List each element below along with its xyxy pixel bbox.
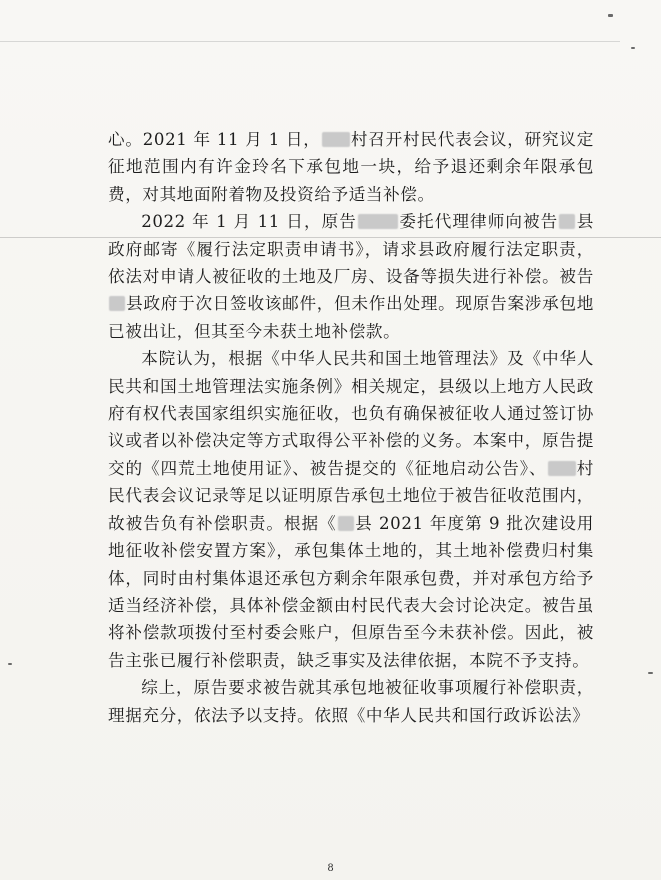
scan-artifact-speck xyxy=(608,14,613,17)
paragraph xyxy=(108,126,594,208)
judgment-body-text xyxy=(108,126,594,729)
scan-artifact-speck xyxy=(8,663,12,665)
paragraph-text: 村民代表会议记录等足以证明原告承包土地位于被告征收范围内，故被告负有补偿职责。根据《 xyxy=(108,458,595,533)
page-number: 8 xyxy=(327,863,334,874)
redaction-mark xyxy=(559,214,575,229)
paragraph-text: 综上，原告要求被告就其承包地被征收事项履行补偿职责，理据充分，依法予以支持。依照《中华人民共和国行政诉讼法》 xyxy=(108,678,594,725)
paragraph-text: 委托代理律师向被告 xyxy=(398,212,559,232)
scan-artifact-line xyxy=(0,41,620,42)
redaction-mark xyxy=(109,296,125,311)
paragraph xyxy=(108,345,594,674)
paragraph-text: 2022 年 1 月 11 日，原告 xyxy=(141,212,357,232)
paragraph-text: 县政府邮寄《履行法定职责申请书》，请求县政府履行法定职责，依法对申请人被征收的土地及厂房、设备等损失进行补偿。被告 xyxy=(108,212,594,287)
scan-artifact-speck xyxy=(631,47,635,49)
redaction-mark xyxy=(338,516,354,531)
paragraph-text: 县 2021 年度第 9 批次建设用地征收补偿安置方案》，承包集体土地的，其土地补偿费归村集体，同时由村集体退还承包方剩余年限承包费，并对承包方给予适当经济补偿，具体补偿金额由村民代表大会讨论决定。被告虽将补偿款项拨付至村委会账户，但原告至今未获补偿。因此，被告主张已履行补偿职责，缺乏事实及法律依据，本院不予支持。 xyxy=(108,513,594,670)
paragraph-text: 心。2021 年 11 月 1 日， xyxy=(108,130,321,149)
scan-artifact-speck xyxy=(648,672,653,674)
paragraph-text: 县政府于次日签收该邮件，但未作出处理。现原告案涉承包地已被出让，但其至今未获土地补偿款。 xyxy=(108,294,594,341)
redaction-mark xyxy=(548,461,576,476)
paragraph-text: 本院认为，根据《中华人民共和国土地管理法》及《中华人民共和国土地管理法实施条例》相关规定，县级以上地方人民政府有权代表国家组织实施征收，也负有确保被征收人通过签订协议或者以补偿决定等方式取得公平补偿的义务。本案中，原告提交的《四荒土地使用证》、被告提交的《征地启动公告》、 xyxy=(108,349,594,478)
paragraph-text: 村召开村民代表会议，研究议定征地范围内有许金玲名下承包地一块，给予退还剩余年限承包费，对其地面附着物及投资给予适当补偿。 xyxy=(108,130,594,204)
redaction-mark xyxy=(322,132,350,147)
paragraph xyxy=(108,208,594,345)
paragraph xyxy=(108,674,594,729)
redaction-mark xyxy=(358,214,398,229)
